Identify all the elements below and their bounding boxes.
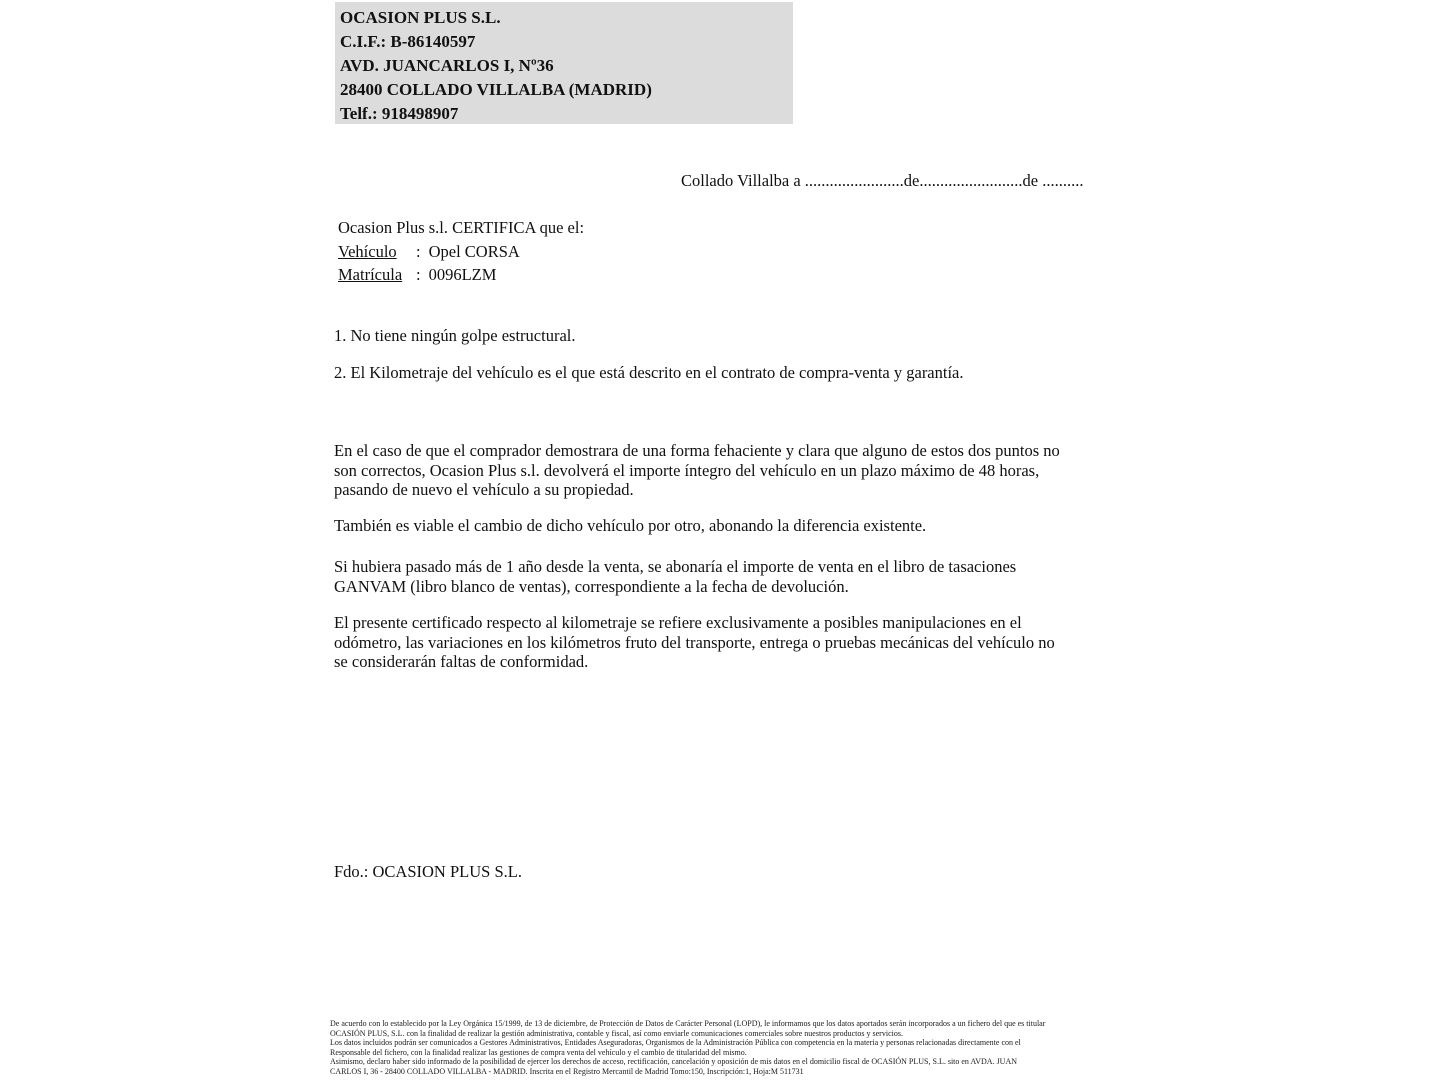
legal-footer-line3: Los datos incluidos podrán ser comunicados a Gestores Administrativos, Entidades Aseguradoras, Organismos de la Administración Pública con competencia en la materia y personas relacionadas directamente con el (330, 1038, 1021, 1048)
paragraph-refund (334, 441, 1114, 500)
company-address: AVD. JUANCARLOS I, Nº36 (340, 56, 554, 75)
paragraph-ganvam (334, 557, 1114, 596)
company-city: 28400 COLLADO VILLALBA (MADRID) (340, 80, 652, 99)
plate-separator: : (416, 265, 421, 284)
paragraph-odometer-line1: El presente certificado respecto al kilometraje se refiere exclusivamente a posibles manipulaciones en el (334, 613, 1022, 632)
vehicle-label: Vehículo (338, 241, 397, 261)
plate-field (338, 263, 584, 287)
point-2: 2. El Kilometraje del vehículo es el que está descrito en el contrato de compra-venta y garantía. (334, 363, 964, 382)
paragraph-ganvam-line1: Si hubiera pasado más de 1 año desde la venta, se abonaría el importe de venta en el libro de tasaciones (334, 557, 1017, 576)
paragraph-odometer-line2: odómetro, las variaciones en los kilómetros fruto del transporte, entrega o pruebas mecánicas del vehículo no (334, 632, 1055, 652)
paragraph-refund-line2: son correctos, Ocasion Plus s.l. devolverá el importe íntegro del vehículo en un plazo máximo de 48 horas, (334, 460, 1040, 480)
legal-footer-line5: Asimismo, declaro haber sido informado de la posibilidad de ejercer los derechos de acceso, rectificación, cancelación y oposición de mis datos en el domicilio fiscal de OCASIÓN PLUS, S.L. sito en AVDA. JUAN (330, 1057, 1018, 1067)
vehicle-separator: : (416, 241, 421, 261)
paragraph-refund-line1: En el caso de que el comprador demostrara de una forma fehaciente y clara que alguno de estos dos puntos no (334, 441, 1060, 460)
certificate-intro: Ocasion Plus s.l. CERTIFICA que el: (338, 218, 585, 237)
company-cif: C.I.F.: B-86140597 (340, 32, 476, 51)
plate-value: 0096LZM (428, 265, 497, 284)
paragraph-odometer (334, 613, 1114, 672)
company-header-block (335, 2, 793, 124)
paragraph-exchange-line1: También es viable el cambio de dicho vehículo por otro, abonando la diferencia existente. (334, 516, 927, 535)
legal-footer-line2: OCASIÓN PLUS, S.L. con la finalidad de realizar la gestión administrativa, contable y fiscal, así como enviarle comunicaciones comerciales sobre nuestros productos y servicios. (330, 1028, 903, 1038)
legal-footer-line4: Responsable del fichero, con la finalidad realizar las gestiones de compra venta del vehículo y el cambio de titularidad del mismo. (330, 1047, 747, 1057)
legal-footer-line6: CARLOS I, 36 - 28400 COLLADO VILLALBA - MADRID. Inscrita en el Registro Mercantil de Madrid Tomo:150, Inscripción:1, Hoja:M 511731 (330, 1066, 804, 1076)
paragraph-exchange (334, 516, 1114, 536)
company-phone: Telf.: 918498907 (340, 104, 459, 123)
signature-line: Fdo.: OCASION PLUS S.L. (334, 862, 522, 881)
paragraph-odometer-line3: se considerarán faltas de conformidad. (334, 652, 589, 672)
company-name: OCASION PLUS S.L. (340, 8, 501, 27)
vehicle-field (338, 240, 584, 264)
point-1: 1. No tiene ningún golpe estructural. (334, 326, 576, 345)
date-fill-in-line: Collado Villalba a ........................de.........................de .......... (681, 171, 1084, 190)
paragraph-ganvam-line2: GANVAM (libro blanco de ventas), correspondiente a la fecha de devolución. (334, 576, 849, 596)
paragraph-refund-line3: pasando de nuevo el vehículo a su propiedad. (334, 480, 634, 500)
plate-label: Matrícula (338, 265, 403, 284)
certificate-block (338, 216, 584, 287)
vehicle-value: Opel CORSA (428, 241, 520, 261)
legal-footer (330, 1019, 1120, 1077)
legal-footer-line1: De acuerdo con lo establecido por la Ley Orgánica 15/1999, de 13 de diciembre, de Protección de Datos de Carácter Personal (LOPD), le informamos que los datos aportados serán incorporados a un fichero del que es titular (330, 1019, 1046, 1028)
